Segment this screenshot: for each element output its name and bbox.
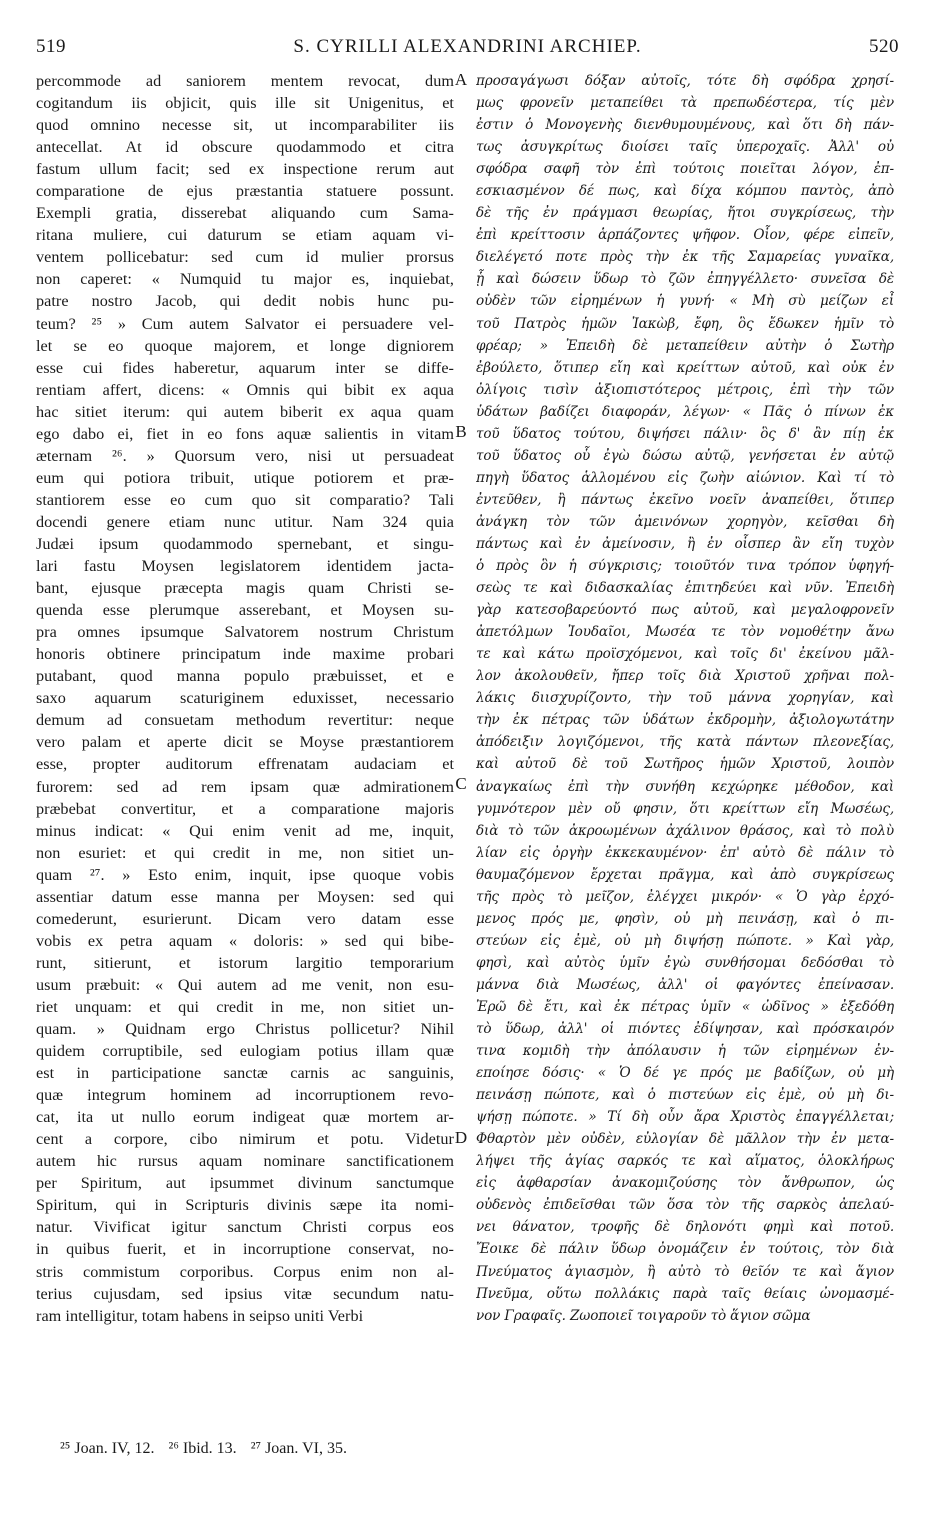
greek-text-line: λάκις διισχυρίζοντο, τὴν τοῦ μάννα χορηγίαν, καὶ xyxy=(476,690,894,707)
latin-text-line: assentiar datum esse manna per Moysen: sed qui xyxy=(36,887,454,906)
latin-text-line: furorem: sed ad rem ipsam quæ admirationem xyxy=(36,777,454,796)
page-header xyxy=(36,36,899,62)
greek-text-line: γυμνότερον μὲν οὔ φησιν, ὅτι κρείττων εἴη Μωσέως, xyxy=(476,800,894,817)
latin-text-line: Exempli gratia, disserebat aliquando cum Sama- xyxy=(36,204,454,223)
latin-text-line: terius cujusdam, sed ipsius vitæ secundum natu- xyxy=(36,1284,454,1303)
latin-text-line: per Spiritum, aut ipsummet divinum sanctumque xyxy=(36,1174,454,1193)
latin-text-line: cat, ita ut nullo eorum indigeat quæ mortem ar- xyxy=(36,1108,454,1127)
latin-text-line: quod omnino necesse sit, ut incomparabiliter iis xyxy=(36,116,454,135)
greek-text-line: τοῦ ὕδατος τούτου, διψήσει πάλιν· ὃς δ' ἂν πίῃ ἐκ xyxy=(476,425,894,442)
running-title: S. CYRILLI ALEXANDRINI ARCHIEP. xyxy=(293,36,642,57)
latin-text-line: stantiorem esse eo cum quo sit comparatio? Tali xyxy=(36,490,454,509)
greek-text-line: Ἐρῶ δὲ ἔτι, καὶ ἐκ πέτρας ὑμῖν « ὠδῖνος » ἐξεδόθη xyxy=(476,998,894,1015)
latin-text-line: minus indicat: « Qui enim venit ad me, inquit, xyxy=(36,821,454,840)
latin-text-line: non caperet: « Numquid tu major es, inquiebat, xyxy=(36,270,454,289)
latin-text-line: docendi genere etiam nunc utitur. Nam 324 quia xyxy=(36,512,454,531)
latin-text-line: percommode ad saniorem mentem revocat, dum xyxy=(36,72,454,90)
latin-text-line: lari fastu Moysen legislatorem identidem jacta- xyxy=(36,557,454,576)
latin-text-line: runt, sitierunt, et istorum largitio temporarium xyxy=(36,953,454,972)
greek-text-line: σεὼς τε καὶ διδασκαλίας ἐπιτηδεύει καὶ νῦν. Ἐπειδὴ xyxy=(476,580,894,597)
greek-text-line: τὴν ἐκ πέτρας τῶν ὑδάτων ἐκδρομὴν, ἀξιολογωτάτην xyxy=(476,712,894,729)
latin-text-line: pra omnes ipsumque Salvatorem nostrum Christum xyxy=(36,623,454,642)
latin-text-line: fastum ullum facit; sed ex inspectione rerum aut xyxy=(36,160,454,179)
greek-text-line: τοῦ Πατρὸς ἡμῶν Ἰακὼβ, ἔφη, ὃς ἔδωκεν ἡμῖν τὸ xyxy=(476,315,894,332)
greek-text-line: εσκιασμένον δέ πως, καὶ δίχα κόμπου παντὸς, ἀπὸ xyxy=(476,183,894,200)
latin-text-line: in quibus fuerit, et in incorruptione conservat, no- xyxy=(36,1240,454,1259)
greek-text-line: ἀπόδειξιν λογιζόμενοι, τῆς κατὰ πάντων πλεονεξίας, xyxy=(476,734,894,751)
greek-text-line: διὰ τὸ τῶν ἀκροωμένων ἀχάλινον θράσος, καὶ τὸ πολὺ xyxy=(476,822,894,839)
footnote: ²⁶ Ibid. 13. xyxy=(168,1440,237,1457)
greek-column xyxy=(476,70,894,1410)
latin-text-line: usum præbuit: « Qui autem ad me venit, non esu- xyxy=(36,975,454,994)
greek-text-line: σφόδρα σαφῆ τὸν ἐπὶ τούτοις ποιεῖται λόγον, ἐπ- xyxy=(476,161,894,178)
latin-text-line: Judæi ipsum quodammodo spernebant, et singu- xyxy=(36,534,454,553)
greek-text-line: ψήσῃ πώποτε. » Τί δὴ οὖν ἄρα Χριστὸς ἐπαγγέλλεται; xyxy=(476,1109,894,1126)
greek-text-line: ἀναγκαίως ἐπὶ τὴν συνήθη κεχώρηκε μέθοδον, καὶ xyxy=(476,778,894,795)
latin-text-line: saxo aquarum scaturiginem eduxisset, necessario xyxy=(36,689,454,708)
latin-text-line: patre nostro Jacob, qui dedit nobis hunc pu- xyxy=(36,292,454,311)
section-marker-c: C xyxy=(455,774,467,793)
latin-text-line: æternam ²⁶. » Quorsum vero, nisi ut persuadeat xyxy=(36,446,454,465)
latin-text-line: quidem corruptibile, sed eulogiam potius illam quæ xyxy=(36,1042,454,1061)
section-marker-a: A xyxy=(454,70,468,89)
latin-text-line: quam. » Quidnam ergo Christus pollicetur? Nihil xyxy=(36,1020,454,1039)
latin-text-line: esse cui fides haberetur, aquarum inter se diffe- xyxy=(36,358,454,377)
greek-text-line: τινα κομιδὴ τὴν ἀπόλαυσιν ἡ τῶν εἰρημένων ἐν- xyxy=(476,1043,894,1060)
latin-text-line: ritana muliere, cui daturum se etiam aquam vi- xyxy=(36,226,454,245)
latin-text-line: comederunt, esurierunt. Dicam vero datam esse xyxy=(36,909,454,928)
greek-text-line: θαυμαζόμενον ἔρχεται πρᾶγμα, καὶ ἀπὸ συγκρίσεως xyxy=(476,866,894,883)
greek-text-line: Πνεύματος ἁγιασμὸν, ἢ αὐτὸ τὸ θεῖόν τε καὶ ἅγιον xyxy=(476,1263,894,1280)
latin-text-line: riet unquam: et qui credit in me, non sitiet un- xyxy=(36,997,454,1016)
latin-text-line: quam ²⁷. » Esto enim, inquit, ipse quoque vobis xyxy=(36,865,454,884)
latin-text-line: demum ad consuetam methodum revertitur: neque xyxy=(36,711,454,730)
greek-text-line: ᾗ καὶ δώσειν ὕδωρ τὸ ζῶν ἐπηγγέλλετο· συνεῖσα δὲ xyxy=(476,271,894,288)
greek-text-line: φρέαρ; » Ἐπειδὴ δὲ μεταπείθειν αὐτὴν ὁ Σωτὴρ xyxy=(476,337,894,354)
greek-text-line: οὐδὲν τῶν εἰρημένων ἡ γυνή· « Μὴ σὺ μείζων εἶ xyxy=(476,293,894,310)
greek-text-line: τοῦ ὕδατος οὗ ἐγὼ δώσω αὐτῷ, γενήσεται ἐν αὐτῷ xyxy=(476,447,894,464)
latin-text-line: hac sitiet iterum: qui autem biberit ex aqua quam xyxy=(36,402,454,421)
left-page-number: 519 xyxy=(36,36,66,57)
greek-text-line: οὐδενὸς ἐπιδεῖσθαι τῶν ὅσα τὸν τῆς σαρκὸς ἀπελαύ- xyxy=(476,1197,894,1214)
greek-text-line: πεινάσῃ πώποτε, καὶ ὁ πιστεύων εἰς ἐμὲ, οὐ μὴ δι- xyxy=(476,1087,894,1104)
latin-text-line: esse, propter auditorum effrenatam audaciam et xyxy=(36,755,454,774)
greek-text-line: ὑδάτων βαδίζει διαφοράν, λέγων· « Πᾶς ὁ πίνων ἐκ xyxy=(476,403,894,420)
greek-text-line: τε καὶ κάτω προϊσχόμενοι, καὶ τοῖς δι' ἐκείνου μᾶλ- xyxy=(476,646,894,663)
greek-text-line: δὲ τῆς ἐν πράγμασι θεωρίας, ἤτοι συγκρίσεως, τὴν xyxy=(476,205,894,222)
greek-text-line: ἐστιν ὁ Μονογενὴς διενθυμουμένους, καὶ ὅτι δὴ πάν- xyxy=(476,117,894,134)
latin-text-line: honoris obtinere principatum inde maxime probari xyxy=(36,645,454,664)
latin-text-line: vero palam et aperte dicit se Moyse præstantiorem xyxy=(36,733,454,752)
latin-text-line: natur. Vivificat igitur sanctum Christi corpus eos xyxy=(36,1218,454,1237)
greek-text-line: ἀπετόλμων Ἰουδαῖοι, Μωσέα τε τὸν νομοθέτην ἄνω xyxy=(476,624,894,641)
latin-text-line: cogitandum iis objicit, quis ille sit Unigenitus, et xyxy=(36,94,454,113)
latin-text-line: ventem pollicebatur: sed cum id mulier prorsus xyxy=(36,248,454,267)
greek-text-line: ὀλίγοις τισὶν ἀξιοπιστότερος μέτροις, ἐπὶ τὴν τῶν xyxy=(476,381,894,398)
latin-text-line: quenda esse plerumque asserebant, et Moysen su- xyxy=(36,601,454,620)
greek-text-line: λίαν εἰς ὀργὴν ἐκκεκαυμένον· ἐπ' αὐτὸ δὲ πάλιν τὸ xyxy=(476,844,894,861)
latin-text-line: bant, ejusque præcepta magis quam Christi se- xyxy=(36,579,454,598)
section-marker-b: B xyxy=(455,422,467,441)
greek-text-line: γὰρ κατεσοβαρεύοντό πως αὐτοῦ, καὶ μεγαλοφρονεῖν xyxy=(476,602,894,619)
latin-text-line: est in participatione sanctæ carnis ac sanguinis, xyxy=(36,1064,454,1083)
footnote: ²⁵ Joan. IV, 12. xyxy=(60,1440,155,1457)
greek-text-line: ἐβούλετο, ὅτιπερ εἴη καὶ κρείττων αὐτοῦ, καὶ οὐκ ἐν xyxy=(476,359,894,376)
greek-text-line: ἀνάγκη τὸν τῶν ἀμεινόνων χορηγὸν, κεῖσθαι δὴ xyxy=(476,513,894,530)
greek-text-line: στεύων εἰς ἐμὲ, οὐ μὴ διψήσῃ πώποτε. » Καὶ γὰρ, xyxy=(476,932,894,949)
latin-column xyxy=(36,70,454,1410)
greek-text-line: εποίησε δόσις· « Ὁ δέ γε πρός με βαδίζων, οὐ μὴ xyxy=(476,1065,894,1082)
greek-text-line: Ἔοικε δὲ πάλιν ὕδωρ ὀνομάζειν ἐν τούτοις, τὸν διὰ xyxy=(476,1241,894,1258)
latin-text-line: antecellat. At id obscure quodammodo et citra xyxy=(36,138,454,157)
greek-text-line: εἰς ἀφθαρσίαν ἀνακομιζούσης τὸν ἄνθρωπον, ὡς xyxy=(476,1175,894,1192)
greek-text-line: νον Γραφαῖς. Ζωοποιεῖ τοιγαροῦν τὸ ἅγιον σῶμα xyxy=(476,1307,811,1324)
greek-text-line: τως ἀσυγκρίτως διοίσει ταῖς ὑπεροχαῖς. Ἀλλ' οὐ xyxy=(476,139,894,156)
greek-text-line: Πνεῦμα, οὕτω πολλάκις παρὰ ταῖς θείαις ὠνομασμέ- xyxy=(476,1285,894,1302)
greek-text-line: ἐντεῦθεν, ἢ πάντως ἐκεῖνο νοεῖν ἀναπείθει, ὅτιπερ xyxy=(476,491,894,508)
latin-text-line: ego dabo ei, fiet in eo fons aquæ salientis in vitam xyxy=(36,424,454,443)
greek-text-line: μενος πρός με, φησὶν, οὐ μὴ πεινάσῃ, καὶ ὁ πι- xyxy=(476,910,894,927)
latin-text-line: non esuriet: et qui credit in me, non sitiet un- xyxy=(36,843,454,862)
greek-text-line: Φθαρτὸν μὲν οὐδὲν, εὐλογίαν δὲ μᾶλλον τὴν ἐν μετα- xyxy=(476,1131,894,1148)
greek-text-line: πάντως καὶ ἐν ἀμείνοσιν, ἢ ἐν οἷσπερ ἂν εἴη τυχὸν xyxy=(476,535,894,552)
greek-text-line: λήψει τῆς ἁγίας σαρκός τε καὶ αἵματος, ὁλοκλήρως xyxy=(476,1153,894,1170)
latin-text-line: stris commistum corporibus. Corpus enim non al- xyxy=(36,1262,454,1281)
greek-text-line: μάννα διὰ Μωσέως, ἀλλ' οἱ φαγόντες ἐπείνασαν. xyxy=(476,976,894,993)
greek-text-line: καὶ αὐτοῦ δὲ τοῦ Σωτῆρος ἡμῶν Χριστοῦ, λοιπὸν xyxy=(476,756,894,773)
greek-text-line: τὸ ὕδωρ, ἀλλ' οἱ πιόντες ἐδίψησαν, καὶ πρόσκαιρόν xyxy=(476,1021,894,1038)
greek-text-line: νει θάνατον, τροφῆς δὲ δηλονότι φημὶ καὶ ποτοῦ. xyxy=(476,1219,894,1236)
greek-text-line: πηγὴ ὕδατος ἁλλομένου εἰς ζωὴν αἰώνιον. Καὶ τί τὸ xyxy=(476,469,894,486)
latin-text-line: quæ integrum hominem ad incorruptionem revo- xyxy=(36,1086,454,1105)
greek-text-line: προσαγάγωσι δόξαν αὐτοῖς, τότε δὴ σφόδρα χρησί- xyxy=(476,73,894,89)
latin-text-line: Spiritum, qui in Scripturis divinis sæpe ita nomi- xyxy=(36,1196,454,1215)
latin-text-line: autem hic rursus aquam nominare sanctificationem xyxy=(36,1152,454,1171)
latin-text-line: putabant, quod manna populo præbuisset, et e xyxy=(36,667,454,686)
footnotes xyxy=(60,1440,361,1458)
greek-text-line: μως φρονεῖν μεταπείθει τὰ πρεπωδέστερα, τίς μὲν xyxy=(476,95,894,112)
footnote: ²⁷ Joan. VI, 35. xyxy=(250,1440,347,1457)
greek-text-line: διελέγετό ποτε πρὸς τὴν ἐκ τῆς Σαμαρείας γυναῖκα, xyxy=(476,249,894,266)
greek-text-line: φησὶ, καὶ αὐτὸς ὑμῖν ἐγὼ συνθήσομαι δεδόσθαι τὸ xyxy=(476,954,894,971)
latin-text-line: præbebat convertitur, et a comparatione majoris xyxy=(36,799,454,818)
greek-text-line: ἐπὶ κρείττοσιν ἁρπάζοντες ψῆφον. Οἷον, φέρε εἰπεῖν, xyxy=(476,227,894,244)
latin-text-line: rentiam affert, dicens: « Omnis qui bibit ex aqua xyxy=(36,380,454,399)
right-page-number: 520 xyxy=(869,36,899,57)
greek-text-line: τῆς πρὸς τὸ μεῖζον, ἐλέγχει μικρόν· « Ὁ γὰρ ἐρχό- xyxy=(476,888,894,905)
latin-text-line: let se eo quoque majorem, et longe digniorem xyxy=(36,336,454,355)
latin-text-line: eum qui potiora tribuit, utique potiorem et præ- xyxy=(36,468,454,487)
latin-text-line: vobis ex petra aquam « doloris: » sed qui bibe- xyxy=(36,931,454,950)
greek-text-line: λον ἀκολουθεῖν, ἤπερ τοῖς διὰ Χριστοῦ χρῆναι πολ- xyxy=(476,668,894,685)
latin-text-line: teum? ²⁵ » Cum autem Salvator ei persuadere vel- xyxy=(36,314,454,333)
greek-text-line: ὁ πρὸς ὃν ἡ σύγκρισις; τοιοῦτόν τινα τρόπον ὑφηγή- xyxy=(476,558,894,575)
latin-text-line: ram intelligitur, totam habens in seipso uniti Verbi xyxy=(36,1306,364,1325)
latin-text-line: comparatione de ejus præstantia statuere possunt. xyxy=(36,182,454,201)
latin-text-line: cent a corpore, cibo nimirum et potu. Videtur xyxy=(36,1130,454,1149)
section-marker-d: D xyxy=(454,1128,468,1147)
